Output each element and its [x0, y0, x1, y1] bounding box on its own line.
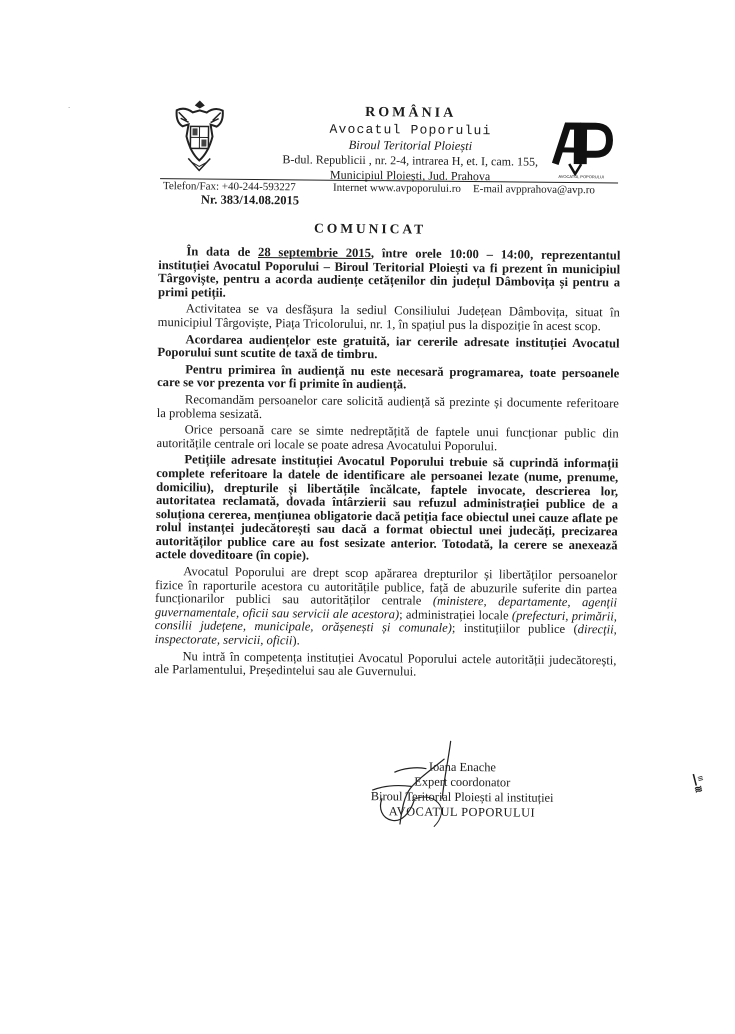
paragraph-6: Orice persoană care se simte nedreptățită de faptele unui funcționar public din autoritățile centrale ori locale se poate adresa Avocatului Poporului.	[156, 423, 618, 455]
signatory-name: Ioana Enache	[327, 759, 597, 777]
romania-coat-of-arms-icon	[168, 96, 231, 175]
paragraph-3: Acordarea audiențelor este gratuită, iar cererile adresate instituției Avocatul Poporului sunt scutite de taxă de timbru.	[157, 333, 619, 365]
paragraph-8: Avocatul Poporului are drept scop apărarea drepturilor și libertăților persoanelor fizice în raporturile acestora cu autoritățile publice, față de abuzurile suferite din partea funcționarilor publici sau autorităților centrale (ministere, departamente, agenții guvernamentale, oficii sau servicii ale acestora); administrației locale (prefecturi, primării, consilii județene, municipale, orășenești și comunale); instituțiilor publice (direcții, inspectorate, servicii, oficii).	[155, 565, 618, 651]
reference-number: Nr. 383/14.08.2015	[201, 192, 299, 208]
paragraph-5: Recomandăm persoanelor care solicită audiență să prezinte și documente referitoare la problema sesizată.	[157, 393, 619, 425]
header-address-line1: B-dul. Republicii , nr. 2-4, intrarea H, et. I, cam. 155,	[245, 152, 575, 170]
header-address-line2: Municipiul Ploiești, Jud. Prahova	[245, 167, 575, 185]
header-website: Internet www.avpoporului.ro	[333, 182, 461, 195]
signatory-organization: AVOCATUL POPORULUI	[327, 804, 597, 822]
header-office: Biroul Teritorial Ploiești	[245, 137, 575, 155]
paragraph-7: Petițiile adresate instituției Avocatul Poporului trebuie să cuprindă informații complete referitoare la datele de identificare ale persoanei lezate (nume, prenume, domiciliu), drepturile și libertățile încălcate, faptele invocate, descrierea lor, autoritatea reclamată, dovada întârzierii sau refuzul administrației publice de a soluționa cererea, mențiunea obligatorie dacă petiția face obiectul unei cauze aflate pe rolul instanței judecătorești sau dacă a format obiectul unei judecăți, precizarea autorităților publice care au fost sesizate anterior. Totodată, la cerere se anexează actele doveditoare (în copie).	[155, 453, 618, 566]
handwritten-signature-icon	[352, 738, 493, 834]
header-email: E-mail avpprahova@avp.ro	[473, 183, 595, 196]
signatory-office: Biroul Teritorial Ploiești al instituției	[327, 789, 597, 807]
header-institution: Avocatul Poporului	[245, 121, 575, 139]
document-body	[154, 245, 620, 684]
scan-speck: ·	[68, 103, 71, 112]
paragraph-2: Activitatea se va desfășura la sediul Consiliului Județean Dâmbovița, situat în municipiul Târgoviște, Piața Tricolorului, nr. 1, în spațiul pus la dispoziție în acest scop.	[158, 302, 620, 334]
paragraph-9: Nu intră în competența instituției Avocatul Poporului actele autorității judecătorești, ale Parlamentului, Președintelui sau ale Guvernului.	[154, 650, 616, 682]
signatory-role: Expert coordonator	[327, 774, 597, 792]
header-country: ROMÂNIA	[246, 104, 576, 123]
document-title: COMUNICAT	[3, 218, 735, 241]
logo-caption: AVOCATUL POPORULUI	[558, 174, 604, 179]
hearing-date: 28 septembrie 2015	[258, 245, 371, 260]
paragraph-1: În data de 28 septembrie 2015, între orele 10:00 – 14:00, reprezentantul instituției Avocatul Poporului – Biroul Teritorial Ploiești va fi prezent în municipiul Târgoviște, pentru a acorda audiențe cetățenilor din județul Dâmbovița și pentru a primi petiții.	[158, 245, 621, 304]
avp-logo-icon	[549, 120, 614, 181]
margin-stamp-mark: ┃≡ ≋	[691, 774, 707, 796]
header-phone: Telefon/Fax: +40-244-593227	[163, 180, 296, 193]
paragraph-4: Pentru primirea în audiență nu este necesară programarea, toate persoanele care se vor prezenta vor fi primite în audiență.	[157, 363, 619, 395]
